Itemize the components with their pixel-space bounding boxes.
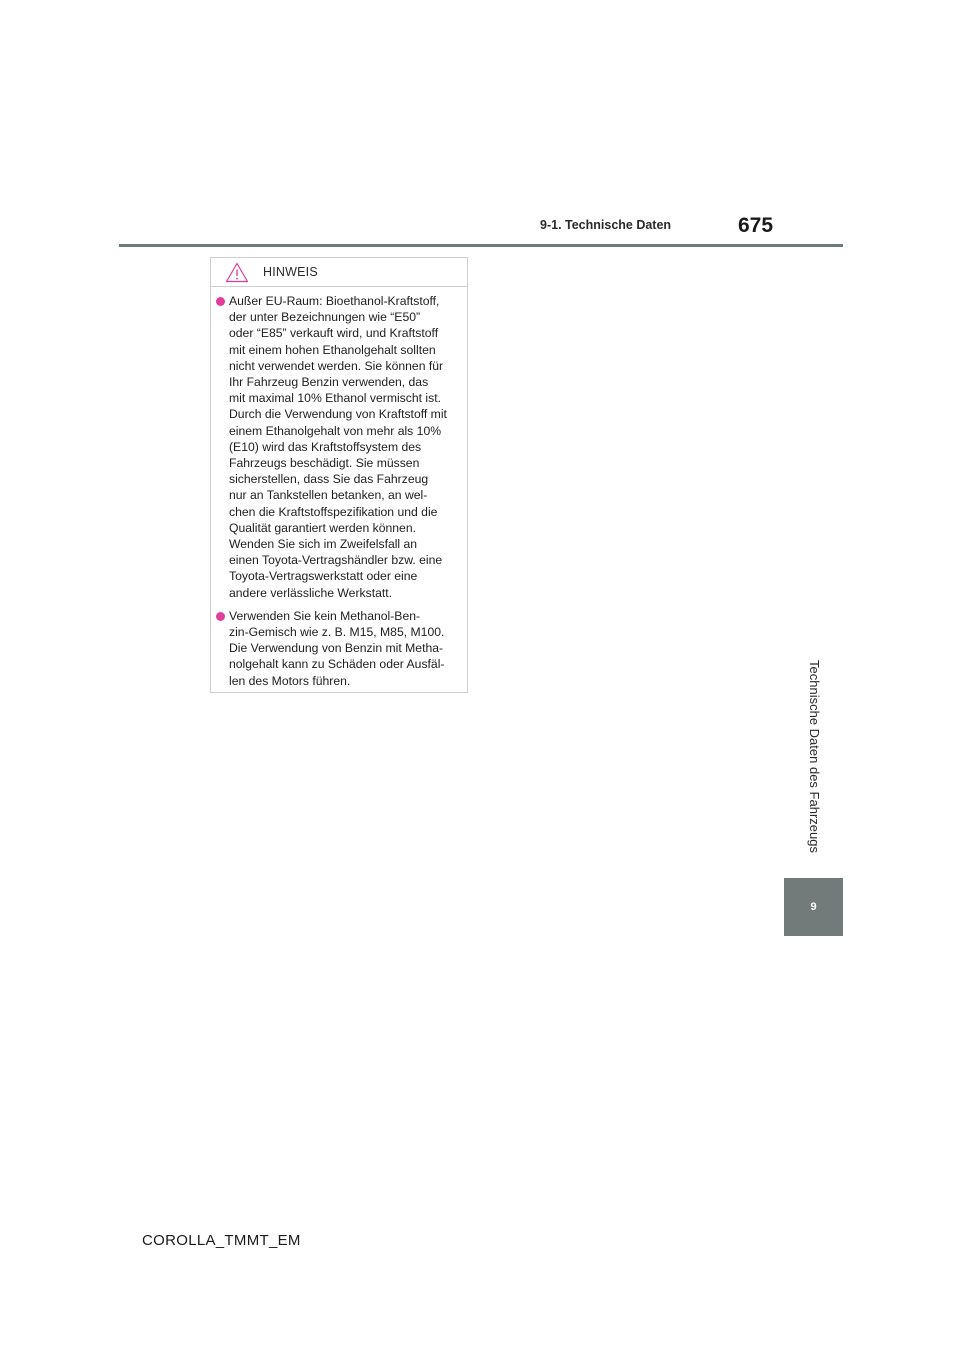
- notice-body: [211, 287, 467, 689]
- notice-item-text: Verwenden Sie kein Methanol-Ben- zin-Gemisch wie z. B. M15, M85, M100. Die Verwendung von Benzin mit Metha- nolgehalt kann zu Schäden oder Ausfäl- len des Motors führen.: [229, 608, 445, 688]
- section-title: 9-1. Technische Daten: [540, 218, 672, 232]
- notice-item: [216, 293, 461, 601]
- notice-box: [210, 257, 468, 693]
- chapter-tab[interactable]: [784, 878, 843, 936]
- bullet-icon: [216, 612, 225, 621]
- bullet-icon: [216, 297, 225, 306]
- document-id: COROLLA_TMMT_EM: [142, 1232, 301, 1249]
- page-number: 675: [738, 214, 774, 237]
- notice-title: HINWEIS: [263, 265, 318, 279]
- notice-header: [211, 258, 467, 287]
- header-divider: [119, 244, 843, 247]
- chapter-side-title-text: Technische Daten des Fahrzeugs: [806, 659, 822, 853]
- chapter-side-title: [785, 636, 843, 876]
- notice-item-text: Außer EU-Raum: Bioethanol-Kraftstoff, der unter Bezeichnungen wie “E50” oder “E85” verkauft wird, und Kraftstoff mit einem hohen Ethanolgehalt sollten nicht verwendet werden. Sie können für Ihr Fahrzeug Benzin verwenden, das mit maximal 10% Ethanol vermischt ist. Durch die Verwendung von Kraftstoff mit einem Ethanolgehalt von mehr als 10% (E10) wird das Kraftstoffsystem des Fahrzeugs beschädigt. Sie müssen sicherstellen, dass Sie das Fahrzeug nur an Tankstellen betanken, an wel- chen die Kraftstoffspezifikation und die Qualität garantiert werden können. Wenden Sie sich im Zweifelsfall an einen Toyota-Vertragshändler bzw. eine Toyota-Vertragswerkstatt oder eine andere verlässliche Werkstatt.: [229, 294, 447, 600]
- warning-triangle-icon: [225, 262, 249, 283]
- chapter-tab-number: 9: [810, 901, 817, 913]
- notice-item: [216, 608, 461, 689]
